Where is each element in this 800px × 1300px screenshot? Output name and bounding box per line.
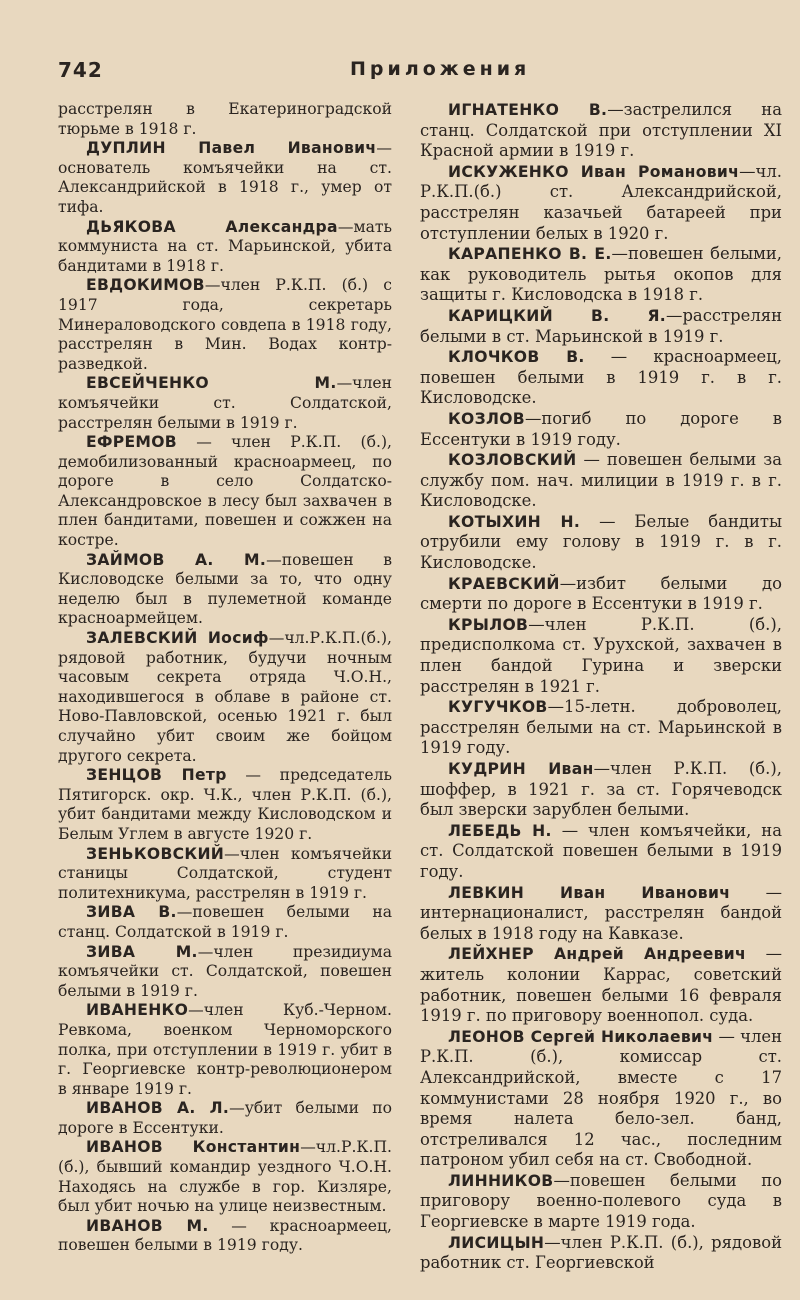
entry-text: —член комъячейки ст. Солдатской, расстрелян белыми в 1919 г. <box>58 374 392 432</box>
entry-text: —убит белыми по дороге в Ессентуки. <box>58 1099 392 1137</box>
obituary-entry <box>420 821 782 883</box>
entry-text: —расстрелян белыми в ст. Марьинской в 1919 г. <box>420 305 782 346</box>
entry-text: — член Р.К.П. (б.), комиссар ст. Александрийской, вместе с 17 коммунистами 28 ноября 1920 г., во время налета бело-зел. банд, отстреливался 12 час., последним патроном убил себя на ст. Свободной. <box>420 1026 782 1170</box>
entry-text: — повешен белыми за службу пом. нач. милиции в 1919 г. в г. Кисловодске. <box>420 450 782 511</box>
entry-text: —член Р.К.П. (б.), шоффер, в 1921 г. за ст. Горячеводск был зверски зарублен белыми. <box>420 759 782 820</box>
entry-name: ЗЕНЬКОВСКИЙ <box>86 844 225 863</box>
page-number: 742 <box>58 58 103 82</box>
entry-name: КОЗЛОВСКИЙ <box>448 451 577 470</box>
entry-name: ЕФРЕМОВ <box>86 433 177 452</box>
entry-name: КРАЕВСКИЙ <box>448 574 560 593</box>
obituary-entry <box>420 450 782 512</box>
obituary-entry <box>58 1217 392 1256</box>
right-column <box>420 100 782 1274</box>
entry-text: — Белые бандиты отрубили ему голову в 1919 г. в г. Кисловодске. <box>420 511 782 573</box>
obituary-entry <box>58 551 392 629</box>
obituary-entry <box>420 615 782 697</box>
entry-text: —15-летн. доброволец, расстрелян белыми на ст. Марьинской в 1919 году. <box>420 697 782 758</box>
entry-name: ЗИВА М. <box>86 942 198 961</box>
left-column <box>58 100 392 1256</box>
obituary-entry <box>420 1171 782 1233</box>
entry-text: —повешен в Кисловодске белыми за то, что одну неделю был в пулеметной команде красноармейцем. <box>58 550 392 628</box>
obituary-entry <box>58 903 392 942</box>
obituary-entry <box>58 629 392 766</box>
entry-name: КАРАПЕНКО В. Е. <box>448 245 612 264</box>
obituary-entry <box>420 1233 782 1274</box>
obituary-entry <box>58 1001 392 1099</box>
entry-name: ЕВДОКИМОВ <box>86 276 205 295</box>
entry-name: КОТЫХИН Н. <box>448 512 581 531</box>
entry-text: —член Р.К.П. (б.), рядовой работник ст. Георгиевской <box>420 1232 782 1273</box>
entry-text: —мать коммуниста на ст. Марьинской, убита бандитами в 1918 г. <box>58 217 392 275</box>
entry-name: ЛЕОНОВ Сергей Николаевич <box>448 1027 714 1046</box>
entry-text: —член Куб.-Черном. Ревкома, военком Черноморского полка, при отступлении в 1919 г. убит в г. Георгиевске контр-революционером в январе 1919 г. <box>58 1001 392 1098</box>
entry-text: —основатель комъячейки на ст. Александрийской в 1918 г., умер от тифа. <box>58 139 392 216</box>
entry-name: КАРИЦКИЙ В. Я. <box>448 306 667 325</box>
entry-text: —чл. Р.К.П.(б.) ст. Александрийской, расстрелян казачьей батареей при отступлении белых в 1920 г. <box>420 161 782 243</box>
entry-name: КОЗЛОВ <box>448 409 525 428</box>
obituary-entry <box>58 433 392 551</box>
entry-name: КРЫЛОВ <box>448 615 529 634</box>
entry-name: ИВАНОВ Константин <box>86 1138 301 1157</box>
entry-name: ЛЕБЕДЬ Н. <box>448 821 552 840</box>
entry-text: расстрелян в Екатериноградской тюрьме в 1918 г. <box>58 100 392 138</box>
obituary-entry <box>58 276 392 374</box>
obituary-entry <box>58 1138 392 1216</box>
entry-name: ЗЕНЦОВ Петр <box>86 766 227 785</box>
entry-name: ИГНАТЕНКО В. <box>448 101 608 119</box>
entry-text: —погиб по дороге в Ессентуки в 1919 году. <box>420 408 782 449</box>
entry-name: ЛЕЙХНЕР Андрей Андреевич <box>448 945 746 964</box>
entry-name: ИСКУЖЕНКО Иван Романович <box>448 162 740 181</box>
entry-text: — красноармеец, повешен белыми в 1919 году. <box>58 1216 392 1255</box>
entry-text: —член Р.К.П. (б.), предисполкома ст. Урухской, захвачен в плен бандой Гурина и зверски расстрелян в 1921 г. <box>420 614 782 696</box>
entry-name: ЗАЙМОВ А. М. <box>86 550 267 569</box>
entry-name: ИВАНОВ М. <box>86 1216 209 1235</box>
entry-text: — член комъячейки, на ст. Солдатской повешен белыми в 1919 году. <box>420 820 782 881</box>
entry-name: КЛОЧКОВ В. <box>448 348 585 367</box>
entry-name: ИВАНОВ А. Л. <box>86 1099 230 1118</box>
entry-text: —чл.Р.К.П.(б.), бывший командир уездного Ч.О.Н. Находясь на службе в гор. Кизляре, был убит ночью на улице неизвестным. <box>58 1138 392 1216</box>
continued-entry <box>58 100 392 139</box>
entry-name: КУДРИН Иван <box>448 760 594 778</box>
obituary-entry <box>420 512 782 574</box>
obituary-entry <box>420 306 782 347</box>
entry-name: ЛИСИЦЫН <box>448 1233 545 1252</box>
entry-name: ЕВСЕЙЧЕНКО М. <box>86 374 337 393</box>
entry-text: —повешен белыми по приговору военно-полевого суда в Георгиевске в марте 1919 года. <box>420 1170 782 1232</box>
entry-name: ЗИВА В. <box>86 903 177 922</box>
obituary-entry <box>420 162 782 244</box>
entry-name: ДУПЛИН Павел Иванович <box>86 139 377 158</box>
obituary-entry <box>58 139 392 217</box>
obituary-entry <box>58 943 392 1002</box>
entry-name: КУГУЧКОВ <box>448 698 548 717</box>
obituary-entry <box>58 845 392 904</box>
running-title: Приложения <box>350 58 531 80</box>
obituary-entry <box>58 374 392 433</box>
obituary-entry <box>420 944 782 1026</box>
obituary-entry <box>420 347 782 409</box>
entry-text: —член Р.К.П. (б.) с 1917 года, секретарь Минераловодского совдепа в 1918 году, расстрелян в Мин. Водах контр-разведкой. <box>58 276 392 373</box>
entry-name: ЗАЛЕВСКИЙ Иосиф <box>86 629 269 648</box>
obituary-entry <box>420 244 782 306</box>
entry-text: —повешен белыми, как руководитель рытья окопов для защиты г. Кисловодска в 1918 г. <box>420 244 783 305</box>
obituary-entry <box>420 883 782 945</box>
entry-text: —избит белыми до смерти по дороге в Ессентуки в 1919 г. <box>420 573 782 614</box>
obituary-entry <box>420 409 782 450</box>
entry-text: —член комъячейки станицы Солдатской, студент политехникума, расстрелян в 1919 г. <box>58 844 392 902</box>
obituary-entry <box>58 1099 392 1138</box>
entry-text: —застрелился на станц. Солдатской при отступлении XI Красной армии в 1919 г. <box>420 100 782 161</box>
obituary-entry <box>420 574 782 615</box>
entry-text: — красноармеец, повешен белыми в 1919 г. в г. Кисловодске. <box>420 347 782 408</box>
entry-name: ДЬЯКОВА Александра <box>86 217 338 236</box>
entry-text: — интернационалист, расстрелян бандой белых в 1918 году на Кавказе. <box>420 882 782 943</box>
entry-text: — председатель Пятигорск. окр. Ч.К., член Р.К.П. (б.), убит бандитами между Кисловодском и Белым Углем в августе 1920 г. <box>58 766 392 843</box>
entry-text: —чл.Р.К.П.(б.), рядовой работник, будучи ночным часовым секрета отряда Ч.О.Н., находившегося в облаве в районе ст. Ново-Павловской, осенью 1921 г. был случайно убит своим же бойцом другого секрета. <box>58 629 392 765</box>
obituary-entry <box>58 766 392 844</box>
entry-text: — член Р.К.П. (б.), демобилизованный красноармеец, по дороге в село Солдатско-Александровское в лесу был захвачен в плен бандитами, повешен и сожжен на костре. <box>58 433 392 550</box>
entry-text: —член президиума комъячейки ст. Солдатской, повешен белыми в 1919 г. <box>58 942 392 1000</box>
entry-name: ЛЕВКИН Иван Иванович <box>448 883 731 902</box>
obituary-entry <box>58 218 392 277</box>
obituary-entry <box>420 1027 782 1171</box>
entry-name: ИВАНЕНКО <box>86 1001 189 1020</box>
entry-text: —повешен белыми на станц. Солдатской в 1919 г. <box>58 903 393 941</box>
obituary-entry <box>420 100 782 162</box>
entry-name: ЛИННИКОВ <box>448 1171 554 1190</box>
obituary-entry <box>420 697 782 759</box>
entry-text: — житель колонии Каррас, советский работник, повешен белыми 16 февраля 1919 г. по приговору военнопол. суда. <box>420 944 782 1026</box>
page-header <box>58 56 780 92</box>
obituary-entry <box>420 759 782 821</box>
